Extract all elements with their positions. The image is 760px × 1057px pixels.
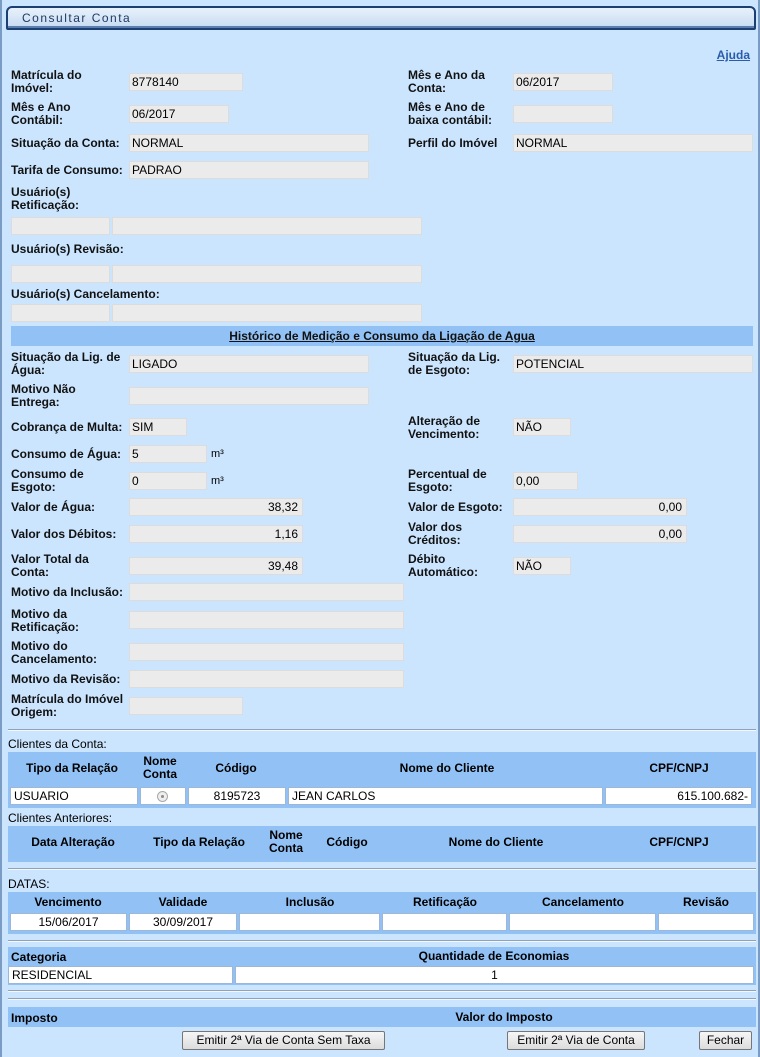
consumo-esgoto-unit: m³ (211, 475, 224, 487)
window-title-bar (6, 6, 756, 30)
quantidade-economias-header: Quantidade de Economias (418, 949, 570, 963)
clientes-title: Clientes da Conta: (8, 737, 107, 751)
divider (8, 940, 756, 942)
datas-validade-cell: 30/09/2017 (129, 913, 237, 931)
clientes-header-cpf: CPF/CNPJ (649, 761, 709, 775)
datas-header-retificacao: Retificação (412, 895, 478, 909)
anteriores-header-nome-conta: Nome Conta (269, 828, 303, 855)
clientes-header-nome-conta: Nome Conta (143, 754, 177, 781)
mes-ano-contabil-label: Mês e Ano Contábil: (11, 100, 71, 127)
debito-automatico-field: NÃO (513, 557, 571, 575)
valor-imposto-header: Valor do Imposto (455, 1010, 553, 1024)
valor-debitos-field: 1,16 (129, 525, 303, 543)
consumo-esgoto-label: Consumo de Esgoto: (11, 467, 84, 494)
alteracao-vencimento-field: NÃO (513, 418, 571, 436)
consumo-agua-label: Consumo de Água: (11, 447, 121, 461)
percentual-esgoto-label: Percentual de Esgoto: (408, 467, 487, 494)
motivo-revisao-label: Motivo da Revisão: (11, 672, 121, 686)
valor-creditos-field: 0,00 (513, 525, 687, 543)
anteriores-header-cpf: CPF/CNPJ (649, 835, 709, 849)
matricula-label: Matrícula do Imóvel: (11, 68, 82, 95)
emitir-segunda-via-button[interactable]: Emitir 2ª Via de Conta (507, 1031, 645, 1050)
cliente-cpf-cell: 615.100.682- (605, 787, 752, 805)
valor-esgoto-label: Valor de Esgoto: (408, 500, 503, 514)
sit-agua-label: Situação da Lig. de Água: (11, 350, 121, 377)
perfil-imovel-field: NORMAL (513, 134, 753, 152)
motivo-cancelamento-field (129, 643, 404, 661)
situacao-conta-label: Situação da Conta: (11, 136, 120, 150)
window-title: Consultar Conta (22, 11, 132, 25)
motivo-retificacao-label: Motivo da Retificação: (11, 607, 80, 634)
matricula-origem-field (129, 697, 243, 715)
percentual-esgoto-field: 0,00 (513, 472, 578, 490)
matricula-field: 8778140 (129, 73, 243, 91)
anteriores-header-nome-cliente: Nome do Cliente (448, 835, 544, 849)
emitir-segunda-via-sem-taxa-button[interactable]: Emitir 2ª Via de Conta Sem Taxa (182, 1031, 385, 1050)
motivo-inclusao-label: Motivo da Inclusão: (11, 585, 124, 599)
motivo-nao-entrega-label: Motivo Não Entrega: (11, 382, 76, 409)
categoria-cell: RESIDENCIAL (8, 966, 233, 984)
datas-retificacao-cell (382, 913, 507, 931)
sit-esgoto-label: Situação da Lig. de Esgoto: (408, 350, 501, 377)
cobranca-multa-label: Cobrança de Multa: (11, 420, 123, 434)
clientes-header-codigo: Código (215, 761, 257, 775)
motivo-inclusao-field (129, 583, 404, 601)
clientes-anteriores-title: Clientes Anteriores: (8, 811, 113, 825)
datas-header-validade: Validade (158, 895, 208, 909)
mes-ano-conta-label: Mês e Ano da Conta: (408, 68, 485, 95)
divider (8, 729, 756, 731)
nome-conta-radio[interactable] (157, 791, 168, 802)
motivo-retificacao-field (129, 611, 404, 629)
usuario-cancelamento-name-field (112, 304, 422, 322)
usuario-cancelamento-id-field (11, 304, 110, 322)
historico-header[interactable]: Histórico de Medição e Consumo da Ligação de Agua (11, 326, 753, 346)
valor-esgoto-field: 0,00 (513, 498, 687, 516)
tarifa-label: Tarifa de Consumo: (11, 163, 123, 177)
quantidade-cell: 1 (235, 966, 754, 984)
mes-ano-contabil-field: 06/2017 (129, 105, 229, 123)
consumo-agua-field: 5 (129, 445, 207, 463)
consumo-agua-unit: m³ (211, 448, 224, 460)
valor-total-field: 39,48 (129, 557, 303, 575)
mes-ano-conta-field: 06/2017 (513, 73, 613, 91)
debito-automatico-label: Débito Automático: (408, 552, 478, 579)
divider (8, 998, 756, 1000)
datas-header-cancelamento: Cancelamento (541, 895, 625, 909)
datas-title: DATAS: (8, 877, 50, 891)
matricula-origem-label: Matrícula do Imóvel Origem: (11, 692, 124, 719)
valor-agua-label: Valor de Água: (11, 500, 96, 514)
usuario-revisao-id-field (11, 265, 110, 283)
valor-creditos-label: Valor dos Créditos: (408, 520, 463, 547)
motivo-cancelamento-label: Motivo do Cancelamento: (11, 639, 98, 666)
cliente-codigo-cell: 8195723 (188, 787, 286, 805)
alteracao-vencimento-label: Alteração de Vencimento: (408, 414, 481, 441)
imposto-header: Imposto (11, 1011, 58, 1025)
clientes-header-nome-cliente: Nome do Cliente (399, 761, 495, 775)
fechar-button[interactable]: Fechar (699, 1031, 752, 1050)
consumo-esgoto-field: 0 (129, 472, 207, 490)
cliente-tipo-cell: USUARIO (10, 787, 138, 805)
mes-ano-baixa-field (513, 105, 613, 123)
datas-inclusao-cell (239, 913, 380, 931)
datas-revisao-cell (658, 913, 754, 931)
cobranca-multa-field: SIM (129, 418, 187, 436)
anteriores-header-data: Data Alteração (31, 835, 115, 849)
usuario-cancelamento-label: Usuário(s) Cancelamento: (11, 287, 160, 301)
perfil-imovel-label: Perfil do Imóvel (408, 136, 498, 150)
usuario-revisao-label: Usuário(s) Revisão: (11, 242, 124, 256)
clientes-header-tipo: Tipo da Relação (26, 761, 118, 775)
tarifa-field: PADRAO (129, 161, 369, 179)
usuario-retificacao-name-field (112, 217, 422, 235)
usuario-retificacao-id-field (11, 217, 110, 235)
mes-ano-baixa-label: Mês e Ano de baixa contábil: (408, 100, 493, 127)
valor-debitos-label: Valor dos Débitos: (11, 527, 117, 541)
usuario-retificacao-label: Usuário(s) Retificação: (11, 185, 80, 212)
divider (8, 990, 756, 992)
cliente-nome-cell: JEAN CARLOS (288, 787, 603, 805)
situacao-conta-field: NORMAL (129, 134, 369, 152)
sit-agua-field: LIGADO (129, 355, 369, 373)
divider (8, 868, 756, 870)
motivo-nao-entrega-field (129, 387, 369, 405)
valor-agua-field: 38,32 (129, 498, 303, 516)
datas-header-revisao: Revisão (682, 895, 730, 909)
sit-esgoto-field: POTENCIAL (513, 355, 753, 373)
categoria-header: Categoria (11, 950, 67, 964)
anteriores-header-tipo: Tipo da Relação (153, 835, 245, 849)
anteriores-header-codigo: Código (326, 835, 368, 849)
datas-cancelamento-cell (509, 913, 656, 931)
datas-header-vencimento: Vencimento (34, 895, 102, 909)
valor-total-label: Valor Total da Conta: (11, 552, 89, 579)
help-link[interactable]: Ajuda (716, 48, 750, 62)
usuario-revisao-name-field (112, 265, 422, 283)
motivo-revisao-field (129, 670, 404, 688)
datas-header-inclusao: Inclusão (285, 895, 335, 909)
datas-vencimento-cell: 15/06/2017 (10, 913, 127, 931)
